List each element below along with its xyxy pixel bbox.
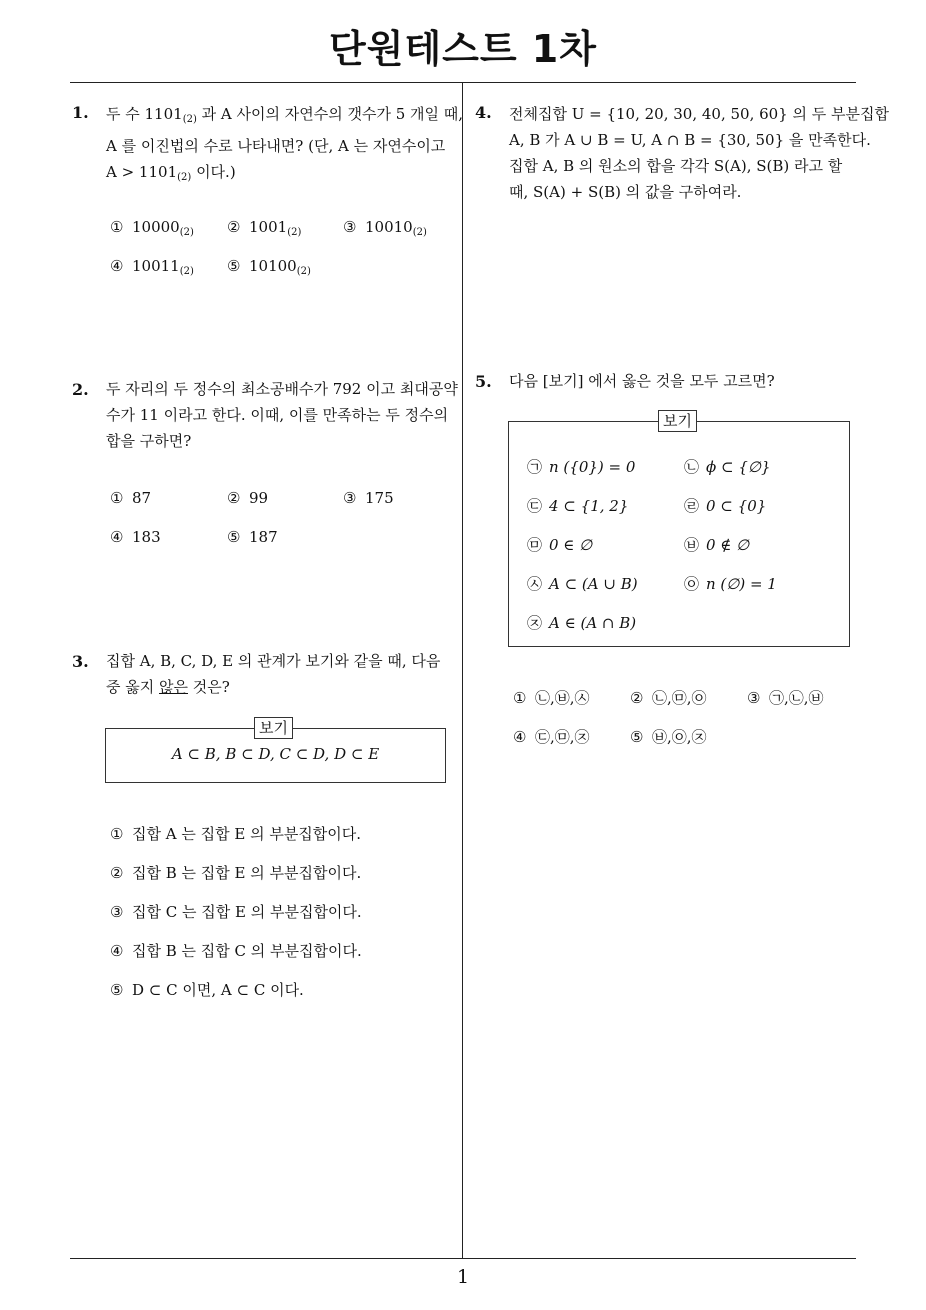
question-number: 4. — [475, 103, 492, 122]
page-title: 단원테스트 1차 — [329, 27, 597, 71]
footer-rule — [70, 1258, 856, 1259]
example-item: ㉨ A ∈ (A ∩ B) — [527, 614, 637, 632]
question-text: 다음 [보기] 에서 옳은 것을 모두 고르면? — [509, 372, 775, 390]
choice-3[interactable]: ③ 집합 C 는 집합 E 의 부분집합이다. — [110, 903, 362, 921]
question-text: 두 수 $1101_{(2)}$ 과 A 사이의 자연수의 갯수가 5 개일 때, A 를 이진법의 수로 나타내면? (단, A 는 자연수이고 $A > 1101_{(2)}$ 이다.) — [106, 105, 464, 183]
example-box-label: 보기 — [658, 410, 697, 432]
choice-5[interactable]: ⑤ $10100_{(2)}$ — [227, 257, 311, 277]
choice-1[interactable]: ① 87 — [110, 489, 152, 507]
example-item: ㉡ ϕ ⊂ {∅} — [684, 458, 771, 476]
choice-3[interactable]: ③ 175 — [343, 489, 394, 507]
question-text: 두 자리의 두 정수의 최소공배수가 792 이고 최대공약 수가 11 이라고 한다. 이때, 이를 만족하는 두 정수의 합을 구하면? — [106, 380, 458, 450]
choice-4[interactable]: ④ $10011_{(2)}$ — [110, 257, 194, 277]
question-number: 3. — [72, 652, 89, 671]
example-item: ㉢ 4 ⊂ {1, 2} — [527, 497, 629, 515]
example-item: ㉠ n ({0}) = 0 — [527, 458, 636, 476]
choice-1[interactable]: ① $10000_{(2)}$ — [110, 218, 194, 238]
choice-2[interactable]: ② 99 — [227, 489, 269, 507]
example-item: ㉤ 0 ∈ ∅ — [527, 536, 593, 554]
example-box — [508, 421, 850, 647]
question-number: 5. — [475, 372, 492, 391]
example-item: ㉦ A ⊂ (A ∪ B) — [527, 575, 638, 593]
question-number: 1. — [72, 103, 89, 122]
example-item: ㉥ 0 ∉ ∅ — [684, 536, 750, 554]
choice-5[interactable]: ⑤ 187 — [227, 528, 278, 546]
choice-4[interactable]: ④ 183 — [110, 528, 161, 546]
choice-1[interactable]: ① 집합 A 는 집합 E 의 부분집합이다. — [110, 825, 362, 843]
choice-5[interactable]: ⑤ D ⊂ C 이면, A ⊂ C 이다. — [110, 981, 304, 999]
question-text: 전체집합 U = {10, 20, 30, 40, 50, 60} 의 두 부분집합 A, B 가 A ∪ B = U, A ∩ B = {30, 50} 을 만족한다. 집합 A, B 의 원소의 합을 각각 S(A), S(B) 라고 할 때, S(A) + S(B) 의 값을 구하여라. — [509, 105, 890, 201]
question-number: 2. — [72, 380, 89, 399]
example-box-text: A ⊂ B, B ⊂ D, C ⊂ D, D ⊂ E — [171, 745, 380, 763]
page-number: 1 — [456, 1266, 470, 1288]
choice-2[interactable]: ② $1001_{(2)}$ — [227, 218, 302, 238]
example-item: ㉣ 0 ⊂ {0} — [684, 497, 767, 515]
choice-2[interactable]: ② 집합 B 는 집합 E 의 부분집합이다. — [110, 864, 362, 882]
choice-4[interactable]: ④ ㉢,㉤,㉨ — [513, 728, 590, 746]
example-box-label: 보기 — [254, 717, 293, 739]
choice-3[interactable]: ③ ㉠,㉡,㉥ — [747, 689, 824, 707]
choice-2[interactable]: ② ㉡,㉤,㉧ — [630, 689, 707, 707]
example-item: ㉧ n (∅) = 1 — [684, 575, 777, 593]
choice-4[interactable]: ④ 집합 B 는 집합 C 의 부분집합이다. — [110, 942, 362, 960]
header-rule — [70, 82, 856, 83]
choice-1[interactable]: ① ㉡,㉥,㉦ — [513, 689, 590, 707]
question-text: 집합 A, B, C, D, E 의 관계가 보기와 같을 때, 다음 중 옳지 않은 것은? — [106, 652, 441, 696]
choice-3[interactable]: ③ $10010_{(2)}$ — [343, 218, 427, 238]
column-divider — [462, 83, 463, 1258]
choice-5[interactable]: ⑤ ㉥,㉧,㉨ — [630, 728, 707, 746]
